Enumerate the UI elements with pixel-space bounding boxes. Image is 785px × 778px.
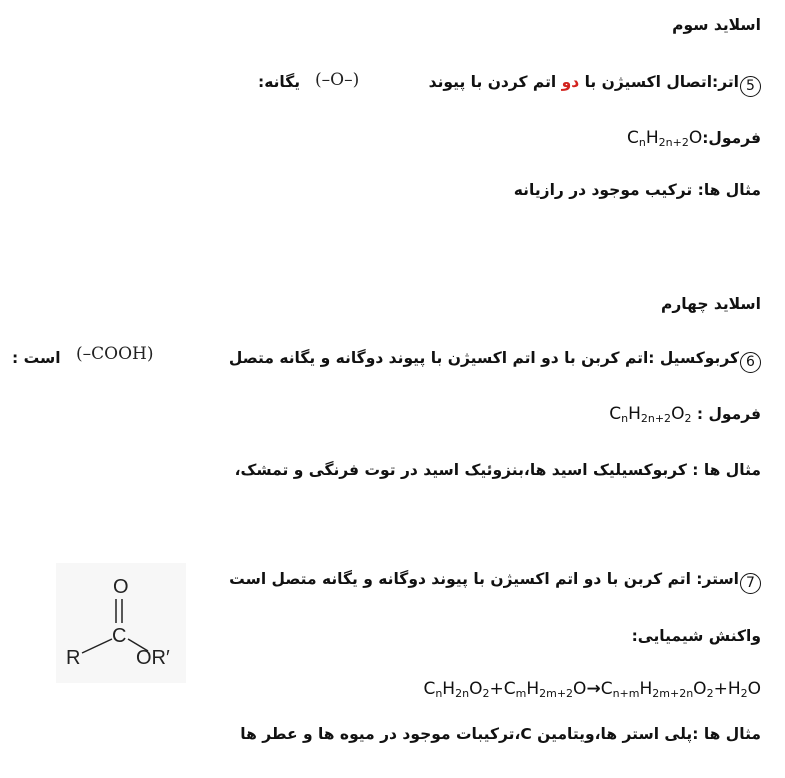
carbon-label: C — [112, 625, 127, 647]
formula-label-2: فرمول : — [691, 405, 761, 423]
slide5-ester-line — [229, 568, 761, 594]
formula-label: فرمول: — [702, 129, 761, 147]
slide3-heading: اسلاید سوم — [672, 16, 761, 34]
slide4-formula-line — [609, 402, 761, 426]
number-6-icon: 6 — [740, 352, 761, 373]
or-group-label: OR′ — [136, 647, 170, 669]
ether-text-b: اتم کردن با پیوند — [428, 73, 562, 91]
slide4-examples: مثال ها : کربوکسیلیک اسید ها،بنزوئیک اسید در توت فرنگی و تمشک، — [234, 461, 761, 479]
r-bond — [82, 639, 112, 653]
ether-red-word: دو — [561, 73, 580, 91]
slide3-examples: مثال ها: ترکیب موجود در رازیانه — [513, 181, 761, 199]
carboxyl-group: (–COOH) — [76, 344, 154, 364]
carboxyl-formula: $C_nH_{2n+2}O_2$ — [609, 404, 692, 425]
carboxyl-text: کربوکسیل :اتم کربن با دو اتم اکسیژن با پیوند دوگانه و یگانه متصل — [228, 349, 739, 367]
ether-suffix: یگانه: — [258, 73, 301, 91]
carboxyl-suffix: است : — [12, 349, 61, 367]
slide5-reaction-label: واکنش شیمیایی: — [631, 627, 761, 645]
ester-text: استر: اتم کربن با دو اتم اکسیژن با پیوند دوگانه و یگانه متصل است — [229, 570, 739, 588]
ester-structure-diagram — [56, 563, 186, 683]
reaction-arrow-icon: → — [586, 679, 601, 699]
slide3-ether-line — [429, 71, 761, 97]
number-7-icon: 7 — [740, 573, 761, 594]
r-group-label: R — [66, 647, 81, 669]
carbonyl-oxygen-label: O — [113, 576, 129, 598]
ether-formula: $C_nH_{2n+2}O$ — [627, 128, 703, 149]
slide5-examples: مثال ها :پلی استر ها،ویتامین C،ترکیبات موجود در میوه ها و عطر ها — [240, 725, 761, 743]
number-5-icon: 5 — [740, 76, 761, 97]
slide4-heading: اسلاید چهارم — [660, 295, 761, 313]
slide3-formula-line — [627, 126, 761, 150]
ether-text-a: اتر:اتصال اکسیژن با — [579, 73, 739, 91]
slide4-carboxyl-line — [229, 347, 761, 373]
ester-reaction-equation: $C_nH_{2n}O_2+C_mH_{2m+2}O\to C_{n+m}H_{2m+2n}O_2+H_2O$ — [423, 679, 761, 700]
ester-structure-svg — [56, 563, 186, 683]
ether-group: (–O–) — [315, 70, 360, 90]
